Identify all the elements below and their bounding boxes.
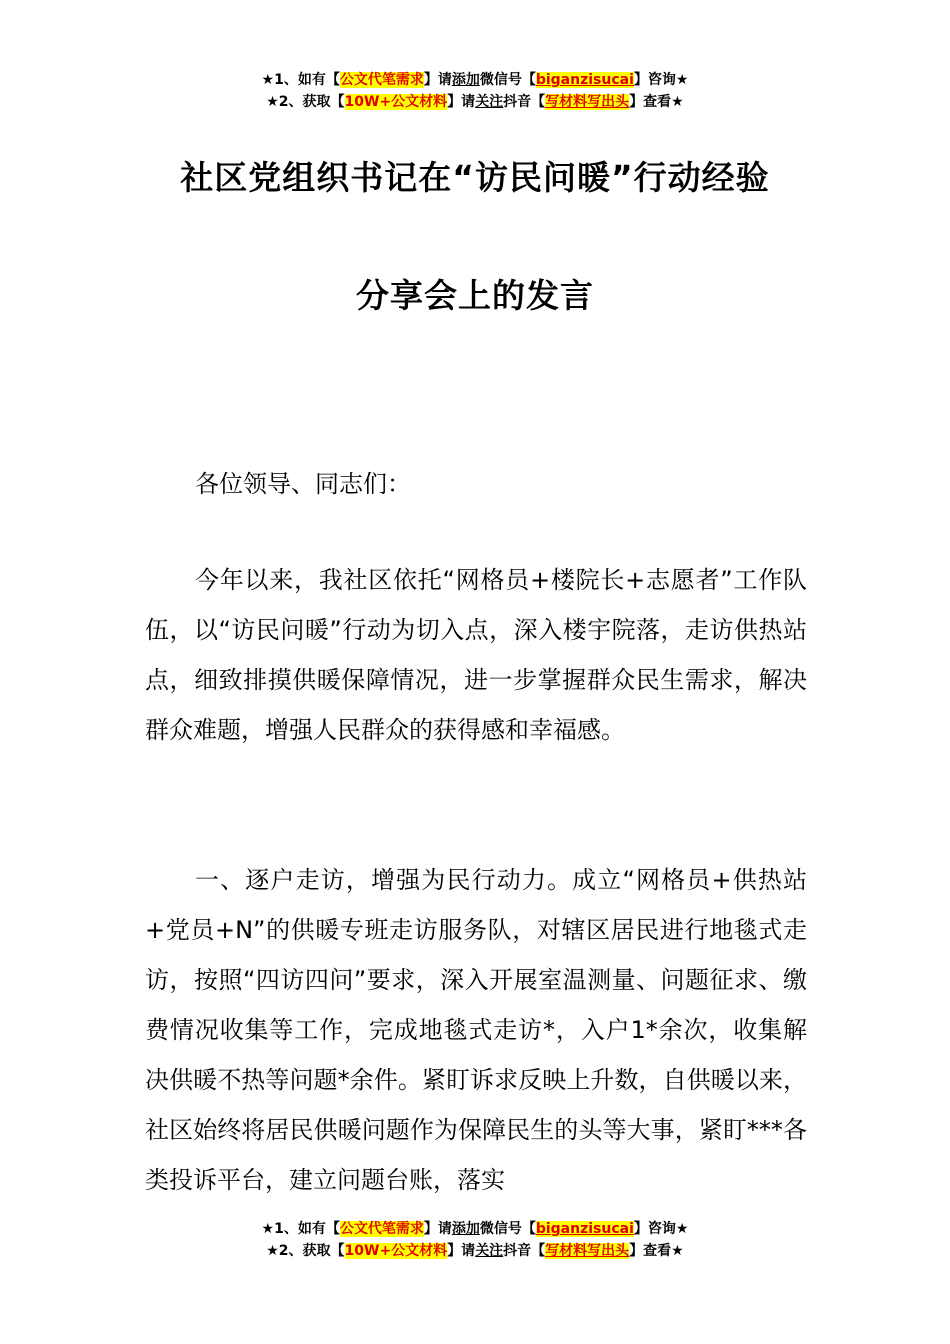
- promo-text: 】请: [447, 94, 476, 110]
- promo-suffix: 】咨询★: [633, 72, 689, 88]
- promo-underlined: 关注: [475, 94, 504, 110]
- promo-line-2: [0, 91, 950, 113]
- promo-prefix: ★1、如有【: [261, 1221, 340, 1237]
- promo-text: 】请: [447, 1243, 476, 1259]
- bottom-promo-banner: [0, 1218, 950, 1262]
- promo-line-2: [0, 1240, 950, 1262]
- promo-suffix: 】查看★: [629, 94, 684, 110]
- promo-underlined: 添加: [451, 72, 480, 88]
- promo-text: 微信号【: [479, 1221, 536, 1237]
- promo-text: 抖音【: [503, 1243, 546, 1259]
- douyin-account: 写材料写出头: [545, 94, 630, 110]
- paragraph-text: 一、逐户走访，增强为民行动力。成立“网格员+供热站+党员+N”的供暖专班走访服务队，对辖区居民进行地毯式走访，按照“四访四问”要求，深入开展室温测量、问题征求、缴费情况收集等工作，完成地毯式走访*，入户1*余次，收集解决供暖不热等问题*余件。紧盯诉求反映上升数，自供暖以来，社区始终将居民供暖问题作为保障民生的头等大事，紧盯***各类投诉平台，建立问题台账，落实: [145, 866, 807, 1194]
- promo-underlined: 添加: [451, 1221, 480, 1237]
- document-title-line-2: 分享会上的发言: [356, 276, 594, 315]
- promo-text: 】请: [423, 72, 452, 88]
- promo-prefix: ★2、获取【: [266, 94, 345, 110]
- promo-highlight: 10W+公文材料: [344, 1243, 448, 1259]
- promo-highlight: 公文代笔需求: [339, 1221, 424, 1237]
- body-paragraph-section-1: [145, 855, 807, 1205]
- promo-highlight: 10W+公文材料: [344, 94, 448, 110]
- wechat-id: biganzisucai: [535, 1221, 634, 1237]
- promo-line-1: [0, 1218, 950, 1240]
- salutation: [145, 459, 807, 509]
- promo-prefix: ★2、获取【: [266, 1243, 345, 1259]
- body-paragraph-intro: [145, 555, 807, 755]
- promo-text: 微信号【: [479, 72, 536, 88]
- promo-suffix: 】查看★: [629, 1243, 684, 1259]
- promo-prefix: ★1、如有【: [261, 72, 340, 88]
- promo-text: 】请: [423, 1221, 452, 1237]
- salutation-text: 各位领导、同志们：: [195, 470, 411, 498]
- promo-highlight: 公文代笔需求: [339, 72, 424, 88]
- wechat-id: biganzisucai: [535, 72, 634, 88]
- top-promo-banner: [0, 69, 950, 113]
- document-title-line-1: 社区党组织书记在“访民问暖”行动经验: [180, 158, 770, 197]
- paragraph-text: 今年以来，我社区依托“网格员+楼院长+志愿者”工作队伍，以“访民问暖”行动为切入点，深入楼宇院落，走访供热站点，细致排摸供暖保障情况，进一步掌握群众民生需求，解决群众难题，增强人民群众的获得感和幸福感。: [145, 566, 807, 744]
- douyin-account: 写材料写出头: [545, 1243, 630, 1259]
- promo-line-1: [0, 69, 950, 91]
- promo-suffix: 】咨询★: [633, 1221, 689, 1237]
- promo-text: 抖音【: [503, 94, 546, 110]
- promo-underlined: 关注: [475, 1243, 504, 1259]
